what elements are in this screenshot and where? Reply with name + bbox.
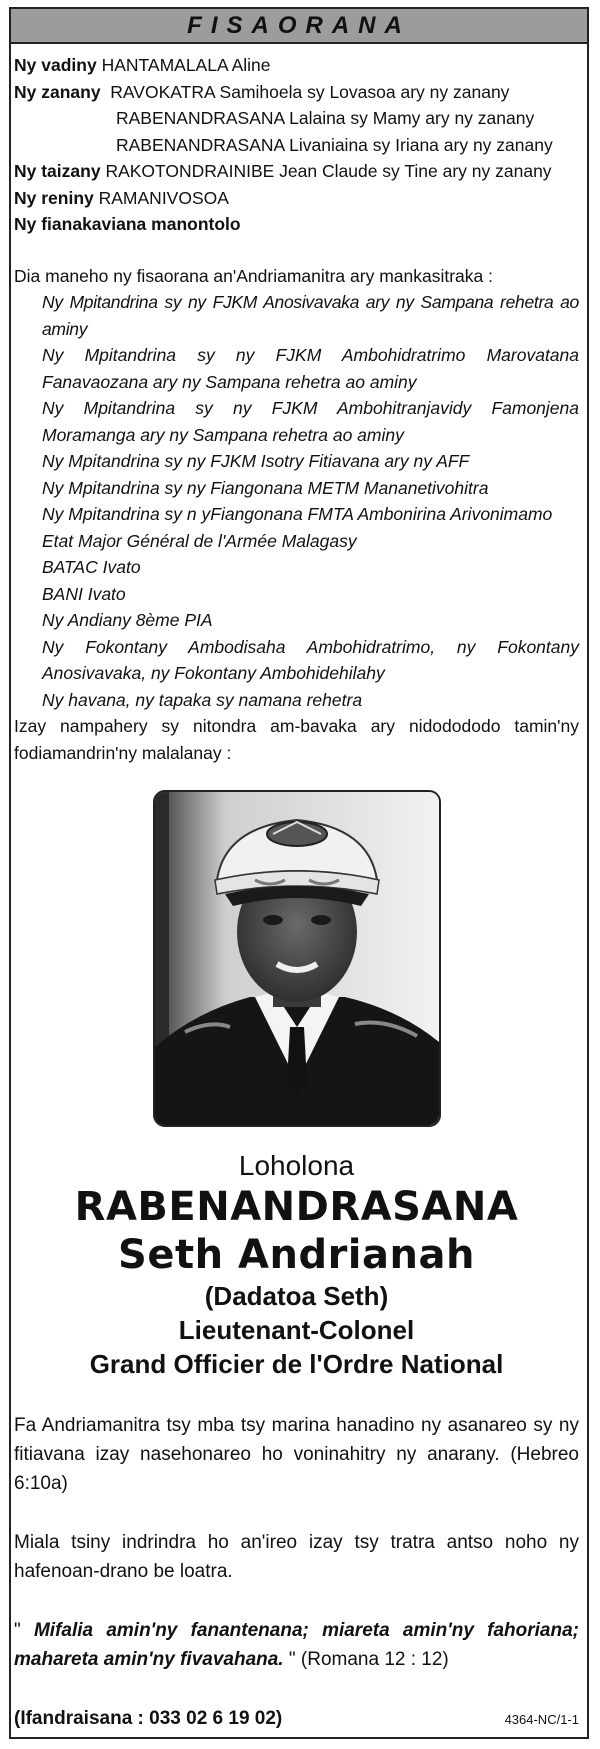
notice-body [11,44,587,1733]
family-list [14,52,579,238]
deceased-rank: Lieutenant-Colonel [178,1315,415,1345]
verse-romans-ref: (Romana 12 : 12) [300,1649,449,1670]
thanks-item: Ny havana, ny tapaka sy namana rehetra [42,689,363,710]
contact-line: (Ifandraisana : 033 02 6 19 02) [14,1708,283,1729]
deceased-honor: Grand Officier de l'Ordre National [89,1349,504,1379]
family-text: RABENANDRASANA Livaniaina sy Iriana ary ny zanany [116,134,553,155]
family-text: RAMANIVOSOA [98,187,229,208]
family-line [14,158,579,185]
family-label: Ny fianakaviana manontolo [14,214,241,234]
thanks-item: BATAC Ivato [42,557,141,577]
deceased-prefix: Loholona [238,1150,355,1181]
thanks-intro: Dia maneho ny fisaorana an'Andriamanitra ary mankasitraka : [14,265,493,286]
family-text: HANTAMALALA Aline [101,55,271,75]
ad-reference: 4364-NC/1-1 [504,1712,579,1727]
thanks-item: Ny Andiany 8ème PIA [42,610,213,630]
family-label: Ny vadiny [14,55,97,75]
verse-hebrews: Fa Andriamanitra tsy mba tsy marina hanadino ny asanareo sy ny fitiavana izay nasehonareo ho voninahitry ny anarany. (Hebreo 6:10a) [14,1415,579,1494]
deceased-nickname: (Dadatoa Seth) [204,1281,389,1311]
portrait-photo-icon [153,790,441,1127]
verse-romans-quote: Mifalia amin'ny fanantenana; miareta amin'ny fahoriana; mahareta amin'ny fivavahana. [14,1620,579,1670]
family-line [14,79,579,106]
family-line [14,52,579,79]
family-text: RABENANDRASANA Lalaina sy Mamy ary ny zanany [116,108,535,128]
thanks-list [14,289,579,713]
thanks-item: Ny Mpitandrina sy ny FJKM Anosivavaka ary ny Sampana rehetra ao aminy [42,292,579,339]
thanks-item: Ny Fokontany Ambodisaha Ambohidratrimo, ny Fokontany Anosivavaka, ny Fokontany Ambohidehilahy [42,636,579,683]
deceased-surname: RABENANDRASANA [74,1184,519,1230]
family-line [14,132,579,159]
notice-frame [9,7,589,1739]
notice-title: FISAORANA [187,11,411,39]
family-text: RAVOKATRA Samihoela sy Lovasoa ary ny zanany [110,81,510,102]
quote-open: " [14,1620,34,1641]
apology-text: Miala tsiny indrindra ho an'ireo izay tsy tratra antso noho ny hafenoan-drano be loatra. [14,1532,579,1582]
family-text: RAKOTONDRAINIBE Jean Claude sy Tine ary ny zanany [105,161,552,181]
deceased-block [14,1149,579,1381]
deceased-given-name: Seth Andrianah [118,1232,475,1278]
family-label: Ny taizany [14,161,101,181]
family-label: Ny reniny [14,187,94,208]
verse-romans [14,1616,579,1674]
thanks-item: Ny Mpitandrina sy ny FJKM Isotry Fitiavana ary ny AFF [42,451,470,471]
header-bar [11,9,587,44]
family-line [14,211,579,238]
thanks-item: Etat Major Général de l'Armée Malagasy [42,530,357,551]
thanks-outro: Izay nampahery sy nitondra am-bavaka ary nidodododo tamin'ny fodiamandrin'ny malalanay : [14,716,579,763]
thanks-item: Ny Mpitandrina sy ny FJKM Ambohitranjavidy Famonjena Moramanga ary ny Sampana rehetra ao aminy [42,398,579,445]
thanks-item: Ny Mpitandrina sy ny Fiangonana METM Mananetivohitra [42,477,489,498]
family-label: Ny zanany [14,81,101,102]
family-line [14,105,579,132]
quote-close: " [283,1649,301,1670]
thanks-item: Ny Mpitandrina sy n yFiangonana FMTA Ambonirina Arivonimamo [42,504,553,524]
thanks-item: Ny Mpitandrina sy ny FJKM Ambohidratrimo Marovatana Fanavaozana ary ny Sampana rehetra ao aminy [42,345,579,392]
thanks-item: BANI Ivato [42,583,126,604]
family-line [14,185,579,212]
